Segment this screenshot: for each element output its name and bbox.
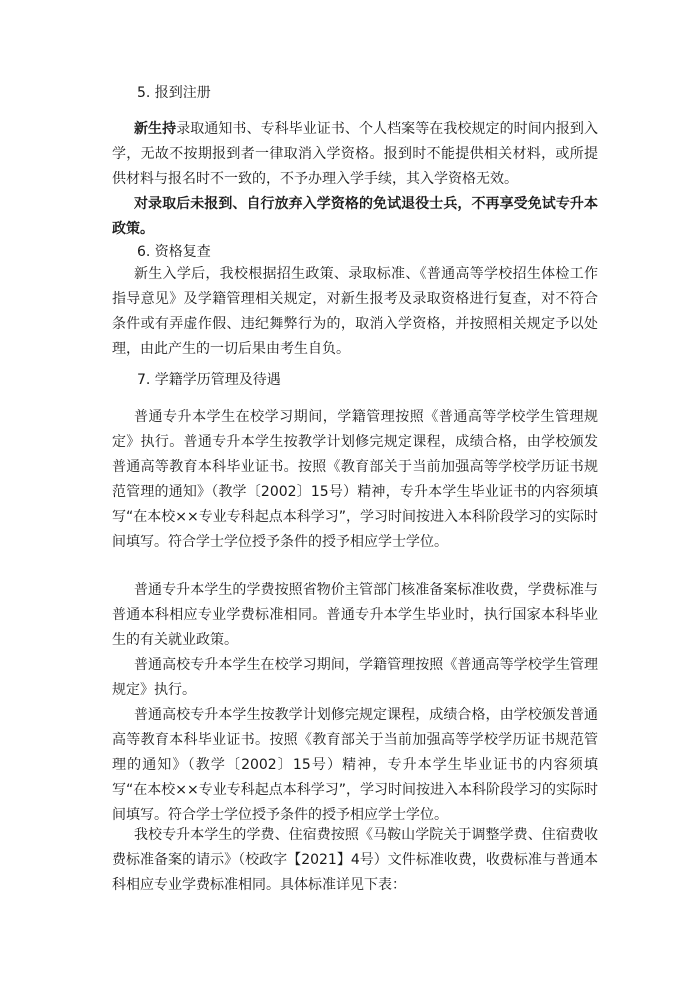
section-7-paragraph-1: 普通专升本学生在校学习期间，学籍管理按照《普通高等学校学生管理规定》执行。普通专升本学生按教学计划修完规定课程，成绩合格，由学校颁发普通高等教育本科毕业证书。按照《教育部关于当前加强高等学校学历证书规范管理的通知》（教学〔2002〕15号）精神，专升本学生毕业证书的内容须填写“在本校××专业专科起点本科学习”，学习时间按进入本科阶段学习的实际时间填写。符合学士学位授予条件的授予相应学士学位。 [112, 409, 598, 550]
section-6-paragraph-1: 新生入学后，我校根据招生政策、录取标准、《普通高等学校招生体检工作指导意见》及学籍管理相关规定，对新生报考及录取资格进行复查，对不符合条件或有弄虚作假、违纪舞弊行为的，取消入学资格，并按照相关规定予以处理，由此产生的一切后果由考生自负。 [112, 266, 598, 357]
section-7-heading: 7. 学籍学历管理及待遇 [137, 372, 281, 388]
section-5-paragraph-1-lead: 新生持 [134, 121, 177, 137]
section-5-paragraph-2: 对录取后未报到、自行放弃入学资格的免试退役士兵，不再享受免试专升本政策。 [112, 196, 598, 237]
section-5-paragraph-1 [112, 117, 598, 192]
section-5-paragraph-1-body: 录取通知书、专科毕业证书、个人档案等在我校规定的时间内报到入学，无故不按期报到者一律取消入学资格。报到时不能提供相关材料，或所提供材料与报名时不一致的，不予办理入学手续，其入学资格无效。 [112, 121, 598, 187]
section-7-paragraph-2: 普通专升本学生的学费按照省物价主管部门核准备案标准收费，学费标准与普通本科相应专业学费标准相同。普通专升本学生毕业时，执行国家本科毕业生的有关就业政策。 [112, 582, 598, 648]
section-7-paragraph-5: 我校专升本学生的学费、住宿费按照《马鞍山学院关于调整学费、住宿费收费标准备案的请示》（校政字【2021】4号）文件标准收费，收费标准与普通本科相应专业学费标准相同。具体标准详见下表： [112, 827, 598, 893]
section-7-paragraph-4: 普通高校专升本学生按教学计划修完规定课程，成绩合格，由学校颁发普通高等教育本科毕业证书。按照《教育部关于当前加强高等学校学历证书规范管理的通知》（教学〔2002〕15号）精神，专升本学生毕业证书的内容须填写“在本校××专业专科起点本科学习”，学习时间按进入本科阶段学习的实际时间填写。符合学士学位授予条件的授予相应学士学位。 [112, 707, 598, 823]
section-5-heading: 5. 报到注册 [137, 85, 211, 101]
section-6-heading: 6. 资格复查 [137, 244, 211, 260]
section-7-paragraph-3: 普通高校专升本学生在校学习期间，学籍管理按照《普通高等学校学生管理规定》执行。 [112, 657, 598, 698]
